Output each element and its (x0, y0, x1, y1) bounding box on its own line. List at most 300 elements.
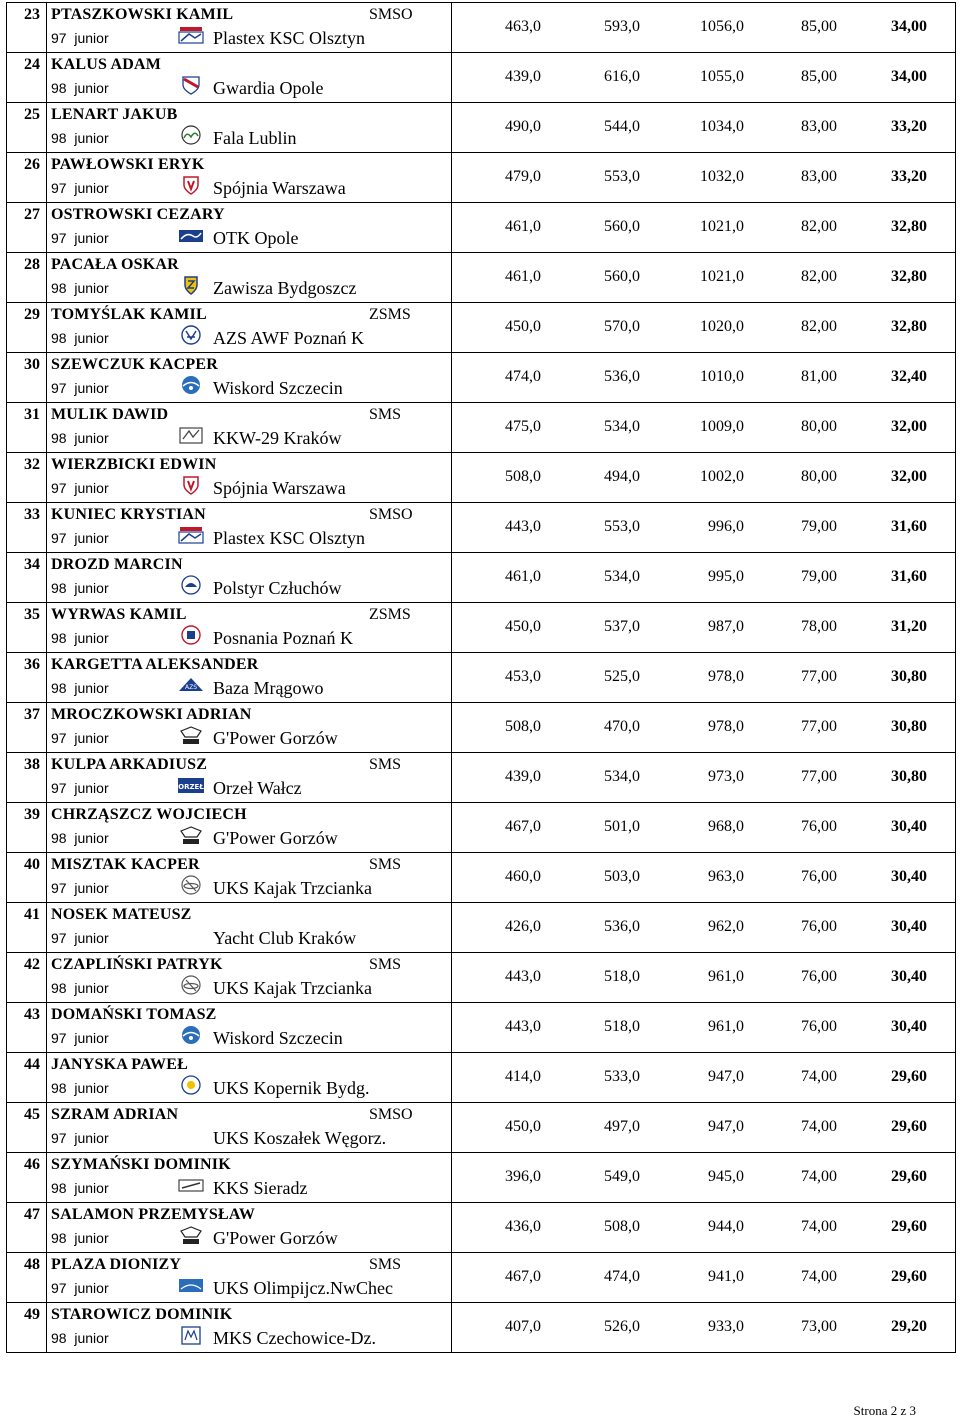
score-1: 508,0 (505, 718, 541, 735)
club-name: Yacht Club Kraków (213, 928, 357, 948)
age-category: junior (74, 30, 109, 46)
age-category: junior (74, 1330, 109, 1346)
score-2: 518,0 (604, 1018, 640, 1035)
points: 30,40 (891, 868, 927, 885)
birth-year: 97 (51, 480, 67, 496)
competitor-cell (47, 403, 452, 453)
competitor-name: MULIK DAWID (51, 406, 169, 423)
kks-logo-icon (177, 1175, 205, 1195)
competitor-cell (47, 503, 452, 553)
birth-year: 98 (51, 330, 67, 346)
score-1: 450,0 (505, 1118, 541, 1135)
club-name: Polstyr Człuchów (213, 578, 342, 598)
posnania-logo-icon (177, 625, 205, 645)
age-category: junior (74, 580, 109, 596)
points: 31,20 (891, 618, 927, 635)
points: 30,40 (891, 968, 927, 985)
year-category (51, 580, 109, 596)
age-category: junior (74, 280, 109, 296)
table-row (7, 453, 956, 503)
birth-year: 97 (51, 730, 67, 746)
score-2: 534,0 (604, 418, 640, 435)
percent-score: 77,00 (801, 668, 837, 685)
competitor-cell (47, 53, 452, 103)
score-2: 508,0 (604, 1218, 640, 1235)
scores-cell (452, 753, 956, 803)
table-row (7, 1203, 956, 1253)
competitor-cell (47, 853, 452, 903)
year-category (51, 530, 109, 546)
total-score: 961,0 (708, 968, 744, 985)
place-cell: 23 (7, 3, 47, 53)
club-name: Posnania Poznań K (213, 628, 353, 648)
table-row (7, 853, 956, 903)
score-2: 544,0 (604, 118, 640, 135)
competitor-cell (47, 603, 452, 653)
competitor-name: OSTROWSKI CEZARY (51, 206, 225, 223)
age-category: junior (74, 1230, 109, 1246)
olimpijczyk-logo-icon (177, 1275, 205, 1295)
birth-year: 98 (51, 1330, 67, 1346)
points: 30,80 (891, 718, 927, 735)
scores-cell (452, 1153, 956, 1203)
spojnia-logo-icon (177, 475, 205, 495)
year-category (51, 1330, 109, 1346)
place-cell: 48 (7, 1253, 47, 1303)
place-cell: 41 (7, 903, 47, 953)
points: 30,80 (891, 768, 927, 785)
results-table (6, 2, 956, 1353)
table-row (7, 3, 956, 53)
scores-cell (452, 103, 956, 153)
score-1: 436,0 (505, 1218, 541, 1235)
percent-score: 74,00 (801, 1118, 837, 1135)
score-2: 533,0 (604, 1068, 640, 1085)
score-1: 396,0 (505, 1168, 541, 1185)
birth-year: 97 (51, 1280, 67, 1296)
competitor-cell (47, 253, 452, 303)
age-category: junior (74, 80, 109, 96)
place-cell: 39 (7, 803, 47, 853)
competitor-cell (47, 1203, 452, 1253)
club-name: OTK Opole (213, 228, 299, 248)
competitor-name: KUNIEC KRYSTIAN (51, 506, 206, 523)
percent-score: 83,00 (801, 168, 837, 185)
gpower-logo-icon (177, 1225, 205, 1245)
competitor-cell (47, 1253, 452, 1303)
score-1: 450,0 (505, 318, 541, 335)
total-score: 962,0 (708, 918, 744, 935)
competitor-cell (47, 103, 452, 153)
birth-year: 98 (51, 130, 67, 146)
age-category: junior (74, 780, 109, 796)
table-row (7, 703, 956, 753)
scores-cell (452, 953, 956, 1003)
competitor-name: WYRWAS KAMIL (51, 606, 187, 623)
year-category (51, 280, 109, 296)
place-cell: 35 (7, 603, 47, 653)
score-2: 537,0 (604, 618, 640, 635)
score-1: 461,0 (505, 218, 541, 235)
competitor-name: STAROWICZ DOMINIK (51, 1306, 233, 1323)
table-row (7, 1003, 956, 1053)
points: 29,60 (891, 1268, 927, 1285)
club-name: G'Power Gorzów (213, 728, 338, 748)
score-2: 503,0 (604, 868, 640, 885)
year-category (51, 930, 109, 946)
total-score: 947,0 (708, 1118, 744, 1135)
birth-year: 98 (51, 280, 67, 296)
otk-logo-icon (177, 225, 205, 245)
percent-score: 76,00 (801, 1018, 837, 1035)
age-category: junior (74, 530, 109, 546)
place-cell: 34 (7, 553, 47, 603)
scores-cell (452, 1053, 956, 1103)
competitor-name: SALAMON PRZEMYSŁAW (51, 1206, 256, 1223)
school-class: SMSO (369, 6, 413, 23)
percent-score: 80,00 (801, 418, 837, 435)
school-class: SMS (369, 406, 402, 423)
zawisza-logo-icon (177, 275, 205, 295)
birth-year: 97 (51, 380, 67, 396)
competitor-name: KARGETTA ALEKSANDER (51, 656, 259, 673)
club-name: UKS Kopernik Bydg. (213, 1078, 370, 1098)
score-2: 560,0 (604, 218, 640, 235)
score-1: 450,0 (505, 618, 541, 635)
place-cell: 44 (7, 1053, 47, 1103)
competitor-cell (47, 353, 452, 403)
score-1: 490,0 (505, 118, 541, 135)
points: 34,00 (891, 18, 927, 35)
percent-score: 82,00 (801, 268, 837, 285)
club-name: UKS Kajak Trzcianka (213, 878, 372, 898)
competitor-name: KULPA ARKADIUSZ (51, 756, 208, 773)
place-cell: 28 (7, 253, 47, 303)
points: 29,60 (891, 1118, 927, 1135)
table-row (7, 1153, 956, 1203)
percent-score: 76,00 (801, 918, 837, 935)
score-2: 470,0 (604, 718, 640, 735)
year-category (51, 1130, 109, 1146)
polstyr-logo-icon (177, 575, 205, 595)
scores-cell (452, 1253, 956, 1303)
club-name: Zawisza Bydgoszcz (213, 278, 357, 298)
place-cell: 43 (7, 1003, 47, 1053)
school-class: SMSO (369, 506, 413, 523)
table-row (7, 403, 956, 453)
table-row (7, 953, 956, 1003)
scores-cell (452, 1303, 956, 1353)
points: 30,40 (891, 818, 927, 835)
competitor-cell (47, 3, 452, 53)
year-category (51, 480, 109, 496)
percent-score: 74,00 (801, 1268, 837, 1285)
points: 32,00 (891, 468, 927, 485)
age-category: junior (74, 330, 109, 346)
scores-cell (452, 203, 956, 253)
percent-score: 77,00 (801, 718, 837, 735)
birth-year: 97 (51, 880, 67, 896)
year-category (51, 1180, 109, 1196)
club-name: Wiskord Szczecin (213, 378, 343, 398)
scores-cell (452, 1203, 956, 1253)
percent-score: 78,00 (801, 618, 837, 635)
total-score: 933,0 (708, 1318, 744, 1335)
competitor-cell (47, 1303, 452, 1353)
score-2: 553,0 (604, 168, 640, 185)
scores-cell (452, 253, 956, 303)
competitor-name: SZRAM ADRIAN (51, 1106, 179, 1123)
place-cell: 24 (7, 53, 47, 103)
competitor-cell (47, 203, 452, 253)
percent-score: 85,00 (801, 18, 837, 35)
scores-cell (452, 803, 956, 853)
competitor-name: DROZD MARCIN (51, 556, 183, 573)
competitor-cell (47, 1153, 452, 1203)
competitor-name: PACAŁA OSKAR (51, 256, 179, 273)
scores-cell (452, 53, 956, 103)
age-category: junior (74, 1280, 109, 1296)
table-row (7, 353, 956, 403)
score-2: 474,0 (604, 1268, 640, 1285)
competitor-name: DOMAŃSKI TOMASZ (51, 1006, 217, 1023)
competitor-cell (47, 303, 452, 353)
score-1: 461,0 (505, 268, 541, 285)
total-score: 963,0 (708, 868, 744, 885)
score-2: 536,0 (604, 368, 640, 385)
table-row (7, 603, 956, 653)
score-2: 560,0 (604, 268, 640, 285)
place-cell: 42 (7, 953, 47, 1003)
total-score: 987,0 (708, 618, 744, 635)
gwardia-logo-icon (177, 75, 205, 95)
score-1: 463,0 (505, 18, 541, 35)
score-1: 508,0 (505, 468, 541, 485)
birth-year: 97 (51, 30, 67, 46)
table-row (7, 1303, 956, 1353)
score-1: 453,0 (505, 668, 541, 685)
birth-year: 97 (51, 780, 67, 796)
score-1: 426,0 (505, 918, 541, 935)
year-category (51, 880, 109, 896)
competitor-name: NOSEK MATEUSZ (51, 906, 192, 923)
table-row (7, 1103, 956, 1153)
age-category: junior (74, 830, 109, 846)
points: 29,60 (891, 1168, 927, 1185)
competitor-name: WIERZBICKI EDWIN (51, 456, 217, 473)
score-1: 460,0 (505, 868, 541, 885)
points: 29,20 (891, 1318, 927, 1335)
wiskord-logo-icon (177, 1025, 205, 1045)
school-class: ZSMS (369, 606, 411, 623)
percent-score: 76,00 (801, 868, 837, 885)
competitor-cell (47, 553, 452, 603)
plastex-logo-icon (177, 25, 205, 45)
percent-score: 77,00 (801, 768, 837, 785)
place-cell: 25 (7, 103, 47, 153)
results-body (7, 3, 956, 1353)
competitor-name: CHRZĄSZCZ WOJCIECH (51, 806, 247, 823)
plastex-logo-icon (177, 525, 205, 545)
score-1: 443,0 (505, 1018, 541, 1035)
club-name: UKS Olimpijcz.NwChec (213, 1278, 393, 1298)
competitor-cell (47, 903, 452, 953)
place-cell: 49 (7, 1303, 47, 1353)
school-class: SMSO (369, 1106, 413, 1123)
birth-year: 97 (51, 230, 67, 246)
fala-logo-icon (177, 125, 205, 145)
percent-score: 82,00 (801, 218, 837, 235)
total-score: 944,0 (708, 1218, 744, 1235)
birth-year: 98 (51, 1080, 67, 1096)
page-footer: Strona 2 z 3 (853, 1403, 916, 1418)
year-category (51, 130, 109, 146)
age-category: junior (74, 1080, 109, 1096)
total-score: 947,0 (708, 1068, 744, 1085)
competitor-name: JANYSKA PAWEŁ (51, 1056, 188, 1073)
year-category (51, 30, 109, 46)
score-1: 475,0 (505, 418, 541, 435)
score-1: 474,0 (505, 368, 541, 385)
competitor-name: PLAZA DIONIZY (51, 1256, 182, 1273)
place-cell: 31 (7, 403, 47, 453)
club-name: UKS Kajak Trzcianka (213, 978, 372, 998)
competitor-name: CZAPLIŃSKI PATRYK (51, 956, 223, 973)
table-row (7, 903, 956, 953)
score-2: 534,0 (604, 568, 640, 585)
svg-text:AZS: AZS (184, 684, 198, 691)
competitor-name: SZYMAŃSKI DOMINIK (51, 1156, 231, 1173)
points: 30,80 (891, 668, 927, 685)
total-score: 1010,0 (700, 368, 744, 385)
total-score: 945,0 (708, 1168, 744, 1185)
kajak-logo-icon (177, 975, 205, 995)
age-category: junior (74, 1180, 109, 1196)
total-score: 1021,0 (700, 218, 744, 235)
age-category: junior (74, 480, 109, 496)
scores-cell (452, 403, 956, 453)
birth-year: 98 (51, 630, 67, 646)
total-score: 996,0 (708, 518, 744, 535)
scores-cell (452, 903, 956, 953)
score-1: 439,0 (505, 68, 541, 85)
total-score: 1020,0 (700, 318, 744, 335)
table-row (7, 503, 956, 553)
club-name: Spójnia Warszawa (213, 478, 346, 498)
table-row (7, 303, 956, 353)
gpower-logo-icon (177, 825, 205, 845)
total-score: 978,0 (708, 718, 744, 735)
score-2: 494,0 (604, 468, 640, 485)
year-category (51, 730, 109, 746)
points: 33,20 (891, 168, 927, 185)
scores-cell (452, 1103, 956, 1153)
age-category: junior (74, 1130, 109, 1146)
place-cell: 38 (7, 753, 47, 803)
total-score: 1002,0 (700, 468, 744, 485)
age-category: junior (74, 430, 109, 446)
school-class: ZSMS (369, 306, 411, 323)
birth-year: 98 (51, 1230, 67, 1246)
club-name: KKS Sieradz (213, 1178, 308, 1198)
spojnia-logo-icon (177, 175, 205, 195)
place-cell: 26 (7, 153, 47, 203)
birth-year: 97 (51, 180, 67, 196)
table-row (7, 753, 956, 803)
score-1: 407,0 (505, 1318, 541, 1335)
year-category (51, 830, 109, 846)
year-category (51, 980, 109, 996)
score-2: 497,0 (604, 1118, 640, 1135)
club-name: KKW-29 Kraków (213, 428, 342, 448)
competitor-name: PAWŁOWSKI ERYK (51, 156, 205, 173)
points: 32,00 (891, 418, 927, 435)
baza-logo-icon (177, 675, 205, 695)
total-score: 1034,0 (700, 118, 744, 135)
birth-year: 98 (51, 430, 67, 446)
competitor-name: KALUS ADAM (51, 56, 162, 73)
competitor-cell (47, 1003, 452, 1053)
birth-year: 98 (51, 830, 67, 846)
percent-score: 73,00 (801, 1318, 837, 1335)
age-category: junior (74, 930, 109, 946)
table-row (7, 653, 956, 703)
year-category (51, 1280, 109, 1296)
percent-score: 83,00 (801, 118, 837, 135)
score-2: 616,0 (604, 68, 640, 85)
score-1: 467,0 (505, 1268, 541, 1285)
club-name: UKS Koszałek Węgorz. (213, 1128, 387, 1148)
club-name: Baza Mrągowo (213, 678, 324, 698)
birth-year: 98 (51, 1180, 67, 1196)
competitor-cell (47, 1103, 452, 1153)
score-2: 549,0 (604, 1168, 640, 1185)
club-name: Plastex KSC Olsztyn (213, 528, 366, 548)
score-1: 479,0 (505, 168, 541, 185)
percent-score: 74,00 (801, 1168, 837, 1185)
scores-cell (452, 453, 956, 503)
competitor-name: MROCZKOWSKI ADRIAN (51, 706, 252, 723)
points: 30,40 (891, 918, 927, 935)
place-cell: 47 (7, 1203, 47, 1253)
percent-score: 82,00 (801, 318, 837, 335)
total-score: 995,0 (708, 568, 744, 585)
scores-cell (452, 653, 956, 703)
points: 32,80 (891, 218, 927, 235)
table-row (7, 153, 956, 203)
competitor-name: PTASZKOWSKI KAMIL (51, 6, 234, 23)
percent-score: 74,00 (801, 1068, 837, 1085)
club-name: Orzeł Wałcz (213, 778, 302, 798)
table-row (7, 803, 956, 853)
percent-score: 85,00 (801, 68, 837, 85)
table-row (7, 553, 956, 603)
total-score: 1056,0 (700, 18, 744, 35)
club-name: G'Power Gorzów (213, 828, 338, 848)
age-category: junior (74, 1030, 109, 1046)
place-cell: 46 (7, 1153, 47, 1203)
competitor-cell (47, 953, 452, 1003)
competitor-cell (47, 753, 452, 803)
total-score: 941,0 (708, 1268, 744, 1285)
score-2: 570,0 (604, 318, 640, 335)
kopernik-logo-icon (177, 1075, 205, 1095)
mks-logo-icon (177, 1325, 205, 1345)
score-1: 443,0 (505, 518, 541, 535)
age-category: junior (74, 630, 109, 646)
score-1: 414,0 (505, 1068, 541, 1085)
year-category (51, 630, 109, 646)
